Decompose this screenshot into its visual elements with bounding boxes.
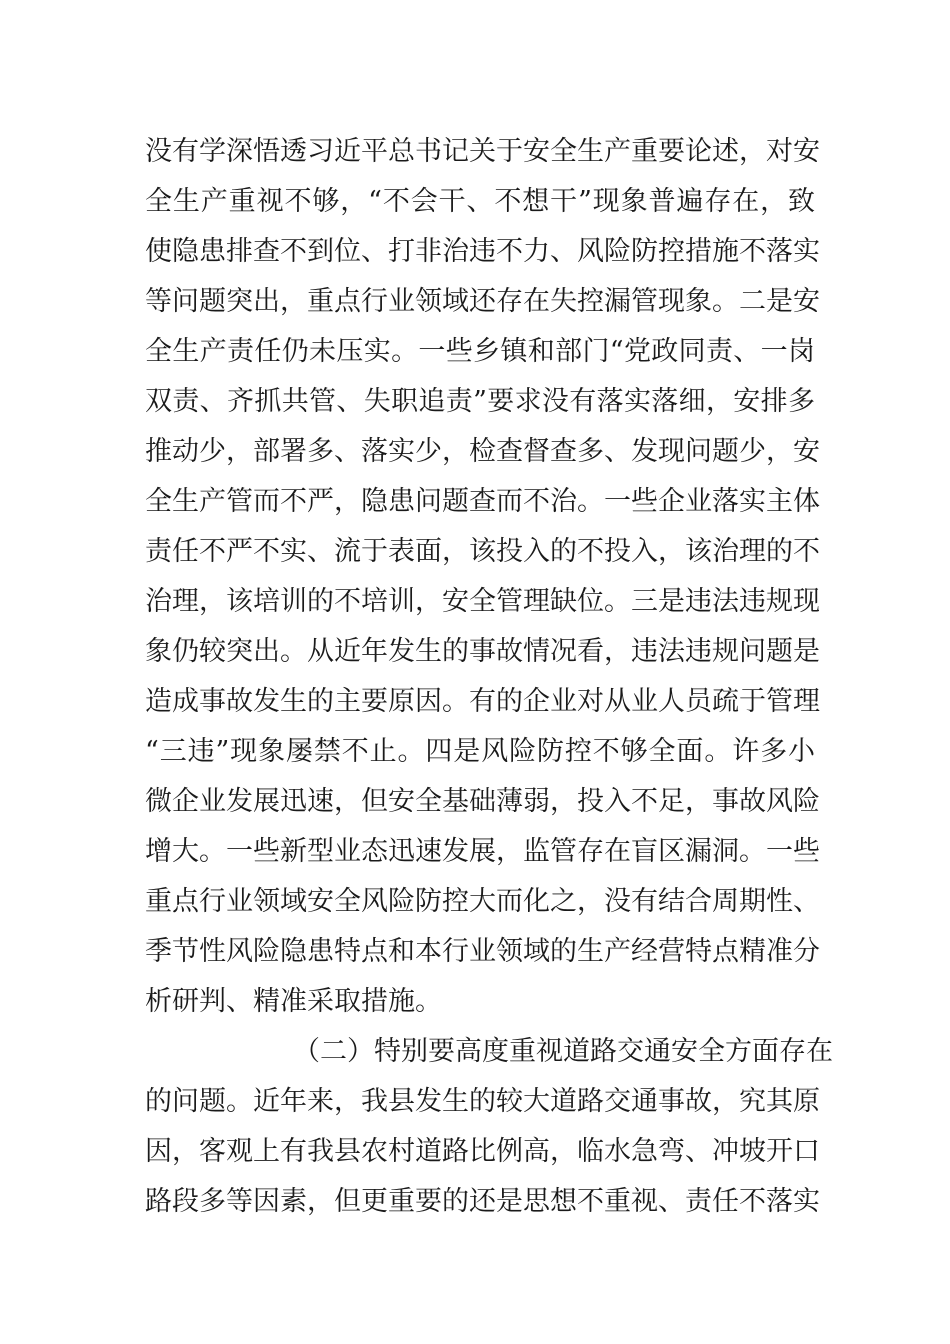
text-line: 的问题。近年来，我县发生的较大道路交通事故，究其原 — [145, 1086, 820, 1117]
text-line: 增大。一些新型业态迅速发展，监管存在盲区漏洞。一些 — [145, 836, 820, 867]
text-line: 双责、齐抓共管、失职追责”要求没有落实落细，安排多 — [145, 386, 815, 417]
text-line: 全生产管而不严，隐患问题查而不治。一些企业落实主体 — [145, 486, 820, 517]
text-line: 微企业发展迅速，但安全基础薄弱，投入不足，事故风险 — [145, 786, 820, 817]
text-line: 没有学深悟透习近平总书记关于安全生产重要论述，对安 — [145, 136, 820, 167]
text-line: 象仍较突出。从近年发生的事故情况看，违法违规问题是 — [145, 636, 820, 667]
text-line: “三违”现象屡禁不止。四是风险防控不够全面。许多小 — [145, 736, 815, 767]
text-line: 重点行业领域安全风险防控大而化之，没有结合周期性、 — [145, 886, 820, 917]
text-line: 析研判、精准采取措施。 — [145, 986, 442, 1017]
text-line: 治理，该培训的不培训，安全管理缺位。三是违法违规现 — [145, 586, 820, 617]
text-line: 责任不严不实、流于表面，该投入的不投入，该治理的不 — [145, 536, 820, 567]
text-line: 等问题突出，重点行业领域还存在失控漏管现象。二是安 — [145, 286, 820, 317]
text-line: 季节性风险隐患特点和本行业领域的生产经营特点精准分 — [145, 936, 820, 967]
section-heading-line: （二）特别要高度重视道路交通安全方面存在 — [293, 1036, 833, 1067]
text-line: 使隐患排查不到位、打非治违不力、风险防控措施不落实 — [145, 236, 820, 267]
text-line: 因，客观上有我县农村道路比例高，临水急弯、冲坡开口 — [145, 1136, 820, 1167]
text-line: 造成事故发生的主要原因。有的企业对从业人员疏于管理 — [145, 686, 820, 717]
text-line: 全生产责任仍未压实。一些乡镇和部门“党政同责、一岗 — [145, 336, 815, 367]
text-line: 路段多等因素，但更重要的还是思想不重视、责任不落实 — [145, 1186, 820, 1217]
text-line: 推动少，部署多、落实少，检查督查多、发现问题少，安 — [145, 436, 820, 467]
text-line: 全生产重视不够，“不会干、不想干”现象普遍存在，致 — [145, 186, 815, 217]
